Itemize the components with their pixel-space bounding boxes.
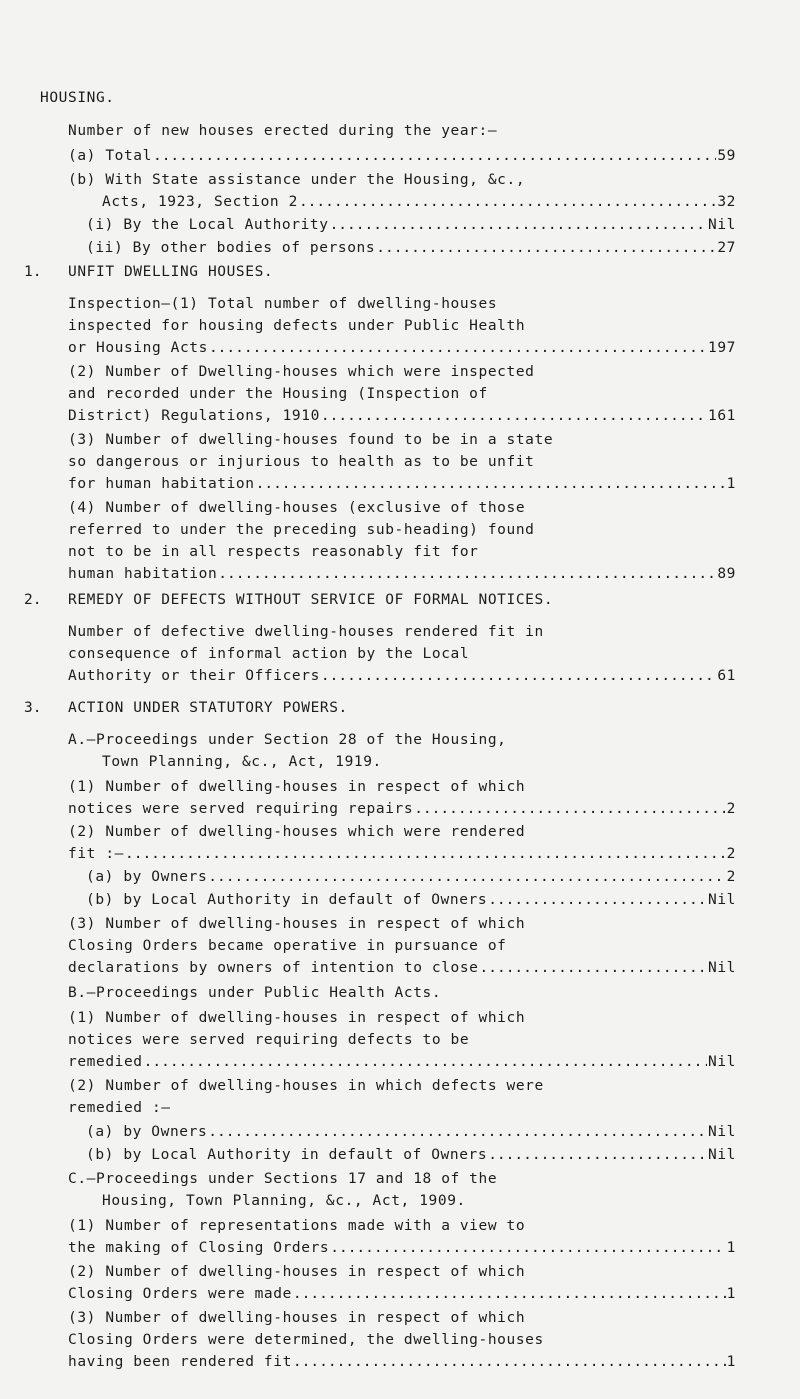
s3-a-i3-row: [68, 958, 736, 978]
s3-a-line2: Town Planning, &c., Act, 1919.: [102, 754, 382, 770]
dot-leader: [321, 666, 716, 686]
dot-leader: [414, 799, 725, 819]
dot-leader: [330, 215, 707, 235]
s3-b-i1-row: [68, 1052, 736, 1072]
dot-leader: [218, 564, 716, 584]
s3-a-i2b-label: (b) by Local Authority in default of Owners: [86, 892, 488, 908]
section-3-number: 3.: [24, 700, 42, 716]
section-2-title: REMEDY OF DEFECTS WITHOUT SERVICE OF FORMAL NOTICES.: [68, 592, 554, 608]
s1-i1-line1: Inspection—(1) Total number of dwelling-houses: [68, 296, 498, 312]
intro-b-ii-label: (ii) By other bodies of persons: [86, 240, 376, 256]
dot-leader: [480, 958, 707, 978]
intro-b-label: Acts, 1923, Section 2: [102, 194, 298, 210]
s1-i4-line1: (4) Number of dwelling-houses (exclusive of those: [68, 500, 526, 516]
s3-a-i2-value: 2: [726, 846, 736, 862]
s3-b-i2-line2: remedied :—: [68, 1100, 171, 1116]
s2-value: 61: [717, 668, 736, 684]
s3-c-i3-line1: (3) Number of dwelling-houses in respect of which: [68, 1310, 526, 1326]
s3-a-i2-row: [68, 844, 736, 864]
s3-c-i1-label: the making of Closing Orders: [68, 1240, 330, 1256]
dot-leader: [330, 1238, 725, 1258]
s3-a-i2-label: fit :—: [68, 846, 124, 862]
s3-c-line2: Housing, Town Planning, &c., Act, 1909.: [102, 1193, 466, 1209]
dot-leader: [488, 1145, 707, 1165]
dot-leader: [321, 406, 707, 426]
dot-leader: [488, 890, 707, 910]
dot-leader: [293, 1284, 726, 1304]
intro-lead: Number of new houses erected during the year:—: [68, 123, 498, 139]
section-1-title: UNFIT DWELLING HOUSES.: [68, 264, 274, 280]
s3-a-i1-value: 2: [726, 801, 736, 817]
s3-c-i3-label: having been rendered fit: [68, 1354, 292, 1370]
s3-b-i1-label: remedied: [68, 1054, 143, 1070]
s1-i2-row: [68, 406, 736, 426]
s1-i4-value: 89: [717, 566, 736, 582]
intro-a-label: (a) Total: [68, 148, 152, 164]
intro-b-i-row: [86, 215, 736, 235]
s3-b-i1-value: Nil: [708, 1054, 736, 1070]
s3-c-i3-line2: Closing Orders were determined, the dwelling-houses: [68, 1332, 544, 1348]
intro-b-i-label: (i) By the Local Authority: [86, 217, 329, 233]
s3-c-i3-row: [68, 1352, 736, 1372]
intro-b-line1: (b) With State assistance under the Housing, &c.,: [68, 172, 526, 188]
s3-b-i2b-label: (b) by Local Authority in default of Owners: [86, 1147, 488, 1163]
s3-a-i2a-value: 2: [726, 869, 736, 885]
s1-i3-line1: (3) Number of dwelling-houses found to be in a state: [68, 432, 554, 448]
intro-b-ii-row: [86, 238, 736, 258]
s3-b-i2a-label: (a) by Owners: [86, 1124, 208, 1140]
s3-a-i3-label: declarations by owners of intention to close: [68, 960, 479, 976]
section-2-number: 2.: [24, 592, 42, 608]
s3-b-line1: B.—Proceedings under Public Health Acts.: [68, 985, 442, 1001]
s3-c-line1: C.—Proceedings under Sections 17 and 18 of the: [68, 1171, 498, 1187]
s3-a-i1-row: [68, 799, 736, 819]
s2-line2: consequence of informal action by the Local: [68, 646, 470, 662]
section-3-title: ACTION UNDER STATUTORY POWERS.: [68, 700, 348, 716]
s1-i4-row: [68, 564, 736, 584]
s3-c-i2-value: 1: [726, 1286, 736, 1302]
s3-a-i2-line1: (2) Number of dwelling-houses which were rendered: [68, 824, 526, 840]
s3-a-i3-line2: Closing Orders became operative in pursuance of: [68, 938, 507, 954]
s3-a-i2b-value: Nil: [708, 892, 736, 908]
dot-leader: [376, 238, 716, 258]
s3-c-i2-row: [68, 1284, 736, 1304]
dot-leader: [256, 474, 726, 494]
s1-i1-row: [68, 338, 736, 358]
s1-i3-value: 1: [726, 476, 736, 492]
s3-b-i2-line1: (2) Number of dwelling-houses in which defects were: [68, 1078, 544, 1094]
s3-c-i2-label: Closing Orders were made: [68, 1286, 292, 1302]
s3-b-i2a-value: Nil: [708, 1124, 736, 1140]
dot-leader: [293, 1352, 726, 1372]
s3-a-i2a-label: (a) by Owners: [86, 869, 208, 885]
s1-i1-value: 197: [708, 340, 736, 356]
s1-i1-label: or Housing Acts: [68, 340, 208, 356]
intro-b-i-value: Nil: [708, 217, 736, 233]
s3-a-i2b-row: [86, 890, 736, 910]
intro-a-row: [68, 146, 736, 166]
intro-a-value: 59: [717, 148, 736, 164]
dot-leader: [125, 844, 726, 864]
s2-label: Authority or their Officers: [68, 668, 320, 684]
s3-c-i1-row: [68, 1238, 736, 1258]
s1-i4-label: human habitation: [68, 566, 218, 582]
s3-a-i1-label: notices were served requiring repairs: [68, 801, 414, 817]
dot-leader: [208, 1122, 707, 1142]
s3-b-i2a-row: [86, 1122, 736, 1142]
dot-leader: [208, 867, 725, 887]
s1-i2-line1: (2) Number of Dwelling-houses which were inspected: [68, 364, 535, 380]
intro-b-value: 32: [717, 194, 736, 210]
intro-b-ii-value: 27: [717, 240, 736, 256]
s1-i4-line3: not to be in all respects reasonably fit for: [68, 544, 479, 560]
s3-b-i2b-value: Nil: [708, 1147, 736, 1163]
section-1-number: 1.: [24, 264, 42, 280]
s3-c-i3-value: 1: [726, 1354, 736, 1370]
s3-c-i2-line1: (2) Number of dwelling-houses in respect of which: [68, 1264, 526, 1280]
s1-i2-value: 161: [708, 408, 736, 424]
s1-i2-line2: and recorded under the Housing (Inspection of: [68, 386, 488, 402]
s3-b-i1-line2: notices were served requiring defects to be: [68, 1032, 470, 1048]
s2-row: [68, 666, 736, 686]
s3-b-i1-line1: (1) Number of dwelling-houses in respect of which: [68, 1010, 526, 1026]
dot-leader: [209, 338, 707, 358]
dot-leader: [153, 146, 716, 166]
s1-i2-label: District) Regulations, 1910: [68, 408, 320, 424]
s2-line1: Number of defective dwelling-houses rendered fit in: [68, 624, 544, 640]
s3-a-i3-value: Nil: [708, 960, 736, 976]
page-heading: HOUSING.: [40, 90, 115, 106]
s3-c-i1-value: 1: [726, 1240, 736, 1256]
s3-a-line1: A.—Proceedings under Section 28 of the Housing,: [68, 732, 507, 748]
s3-a-i3-line1: (3) Number of dwelling-houses in respect of which: [68, 916, 526, 932]
intro-b-row: [102, 192, 736, 212]
s1-i3-line2: so dangerous or injurious to health as to be unfit: [68, 454, 535, 470]
s3-a-i1-line1: (1) Number of dwelling-houses in respect of which: [68, 779, 526, 795]
s1-i3-row: [68, 474, 736, 494]
s3-b-i2b-row: [86, 1145, 736, 1165]
s1-i4-line2: referred to under the preceding sub-heading) found: [68, 522, 535, 538]
s3-a-i2a-row: [86, 867, 736, 887]
dot-leader: [144, 1052, 707, 1072]
s3-c-i1-line1: (1) Number of representations made with a view to: [68, 1218, 526, 1234]
s1-i1-line2: inspected for housing defects under Public Health: [68, 318, 526, 334]
dot-leader: [299, 192, 716, 212]
s1-i3-label: for human habitation: [68, 476, 255, 492]
